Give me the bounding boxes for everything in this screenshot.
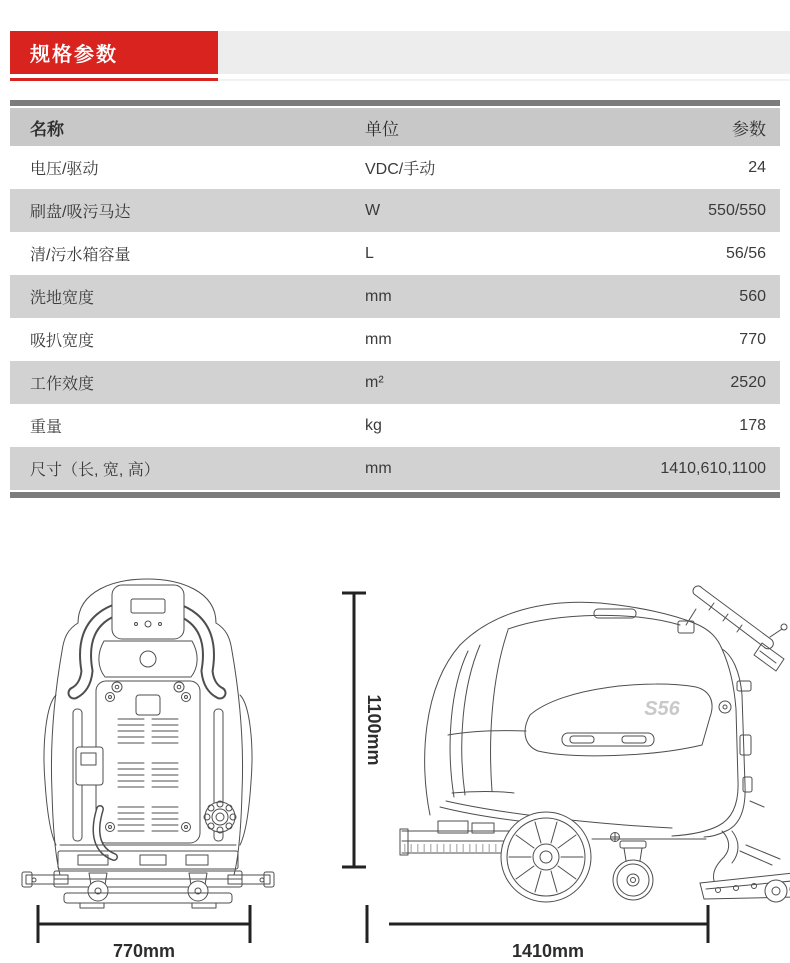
- spec-unit: m²: [365, 373, 384, 391]
- chassis: [22, 845, 274, 908]
- spec-value: 770: [739, 330, 766, 348]
- dimension-length-side: [367, 905, 708, 943]
- table-bottom-border: [10, 492, 780, 498]
- vent-panel: [96, 681, 200, 843]
- side-handlebar: [678, 586, 787, 671]
- dimension-width-front: [38, 905, 250, 943]
- spec-name: 工作效度: [30, 376, 95, 393]
- table-row: [10, 318, 780, 361]
- spec-unit: W: [365, 201, 381, 219]
- side-view-drawing: [400, 586, 790, 902]
- spec-unit: kg: [365, 416, 382, 434]
- spec-value: 1410,610,1100: [660, 459, 766, 477]
- spec-name: 洗地宽度: [30, 290, 95, 307]
- table-row: [10, 146, 780, 189]
- title-underline: [10, 78, 218, 81]
- caster-wheel: [613, 841, 653, 900]
- title-underline-gray: [218, 79, 790, 81]
- dimension-height-label: 1100mm: [364, 694, 384, 766]
- table-row: [10, 447, 780, 490]
- table-row: [10, 189, 780, 232]
- spec-value: 560: [739, 287, 766, 305]
- side-recess-panel: [525, 684, 712, 756]
- spec-unit: mm: [365, 330, 392, 348]
- table-header-row: [10, 108, 780, 146]
- dimension-width-label: 770mm: [112, 941, 176, 961]
- model-label: S56: [644, 698, 680, 720]
- dimension-height: [342, 593, 366, 867]
- spec-name: 电压/驱动: [30, 161, 99, 178]
- front-view-drawing: [22, 579, 274, 908]
- squeegee-assembly: [700, 831, 790, 902]
- spec-value: 550/550: [708, 201, 766, 219]
- spec-unit: VDC/手动: [365, 161, 436, 178]
- table-row: [10, 404, 780, 447]
- technical-drawings: [0, 553, 790, 963]
- table-row: [10, 232, 780, 275]
- section-title-box: [10, 31, 218, 74]
- col-header-unit: 单位: [365, 119, 399, 139]
- dimension-length-label: 1410mm: [511, 941, 585, 961]
- section-title: 规格参数: [30, 44, 118, 66]
- spec-table: [10, 100, 780, 498]
- spec-name: 清/污水箱容量: [30, 247, 131, 264]
- col-header-value: 参数: [732, 119, 766, 139]
- spec-name: 吸扒宽度: [30, 333, 95, 350]
- spec-unit: mm: [365, 459, 392, 477]
- spec-unit: mm: [365, 287, 392, 305]
- table-row: [10, 275, 780, 318]
- control-console: [112, 585, 184, 639]
- spec-value: 178: [739, 416, 766, 434]
- spec-name: 尺寸（长, 宽, 高）: [30, 462, 160, 479]
- spec-unit: L: [365, 244, 374, 262]
- spec-name: 刷盘/吸污马达: [30, 204, 131, 221]
- header-band: [218, 31, 790, 74]
- col-header-name: 名称: [30, 119, 64, 139]
- spec-value: 24: [748, 158, 766, 176]
- drive-wheel: [501, 812, 591, 902]
- table-top-border: [10, 100, 780, 106]
- spec-value: 56/56: [725, 244, 766, 262]
- table-row: [10, 361, 780, 404]
- knob-wheel: [204, 801, 236, 833]
- spec-value: 2520: [730, 373, 766, 391]
- spec-name: 重量: [30, 419, 63, 436]
